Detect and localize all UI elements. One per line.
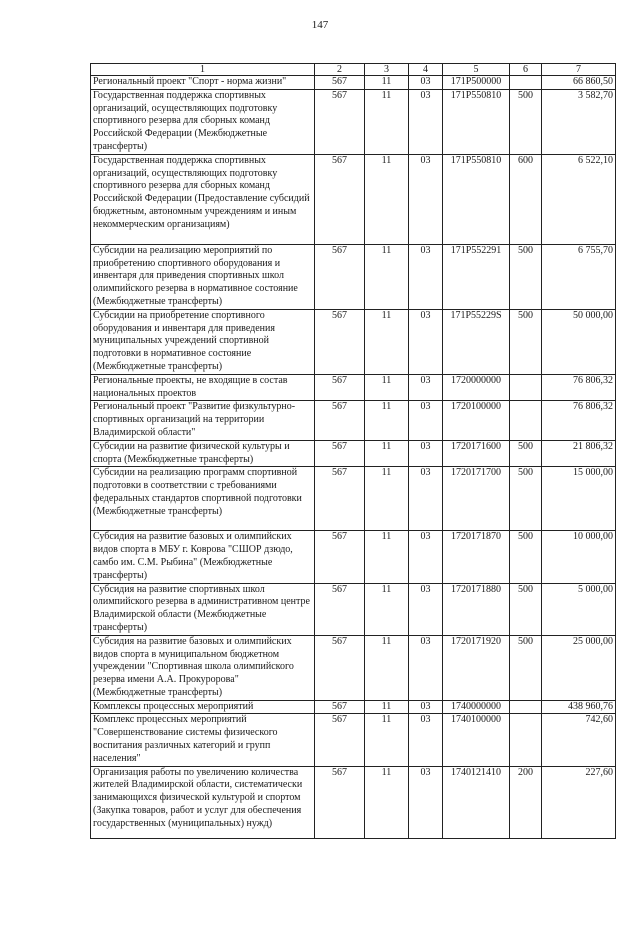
table-row [91, 700, 616, 714]
table-row [91, 374, 616, 401]
table-row [91, 766, 616, 838]
row-name: Государственная поддержка спортивных организаций, осуществляющих подготовку спортивного резерва для сборных команд Российской Федерации (Межбюджетные трансферты) [91, 89, 315, 154]
target-code: 1720171880 [443, 583, 510, 635]
subsection-code: 03 [409, 700, 443, 714]
section-code: 11 [365, 440, 409, 467]
table-row [91, 309, 616, 374]
row-name: Субсидия на развитие спортивных школ олимпийского резерва в административном центре Владимирской области (Межбюджетные трансферты) [91, 583, 315, 635]
header-row [91, 64, 616, 76]
ministry-code: 567 [315, 766, 365, 838]
target-code: 171P500000 [443, 76, 510, 90]
ministry-code: 567 [315, 244, 365, 309]
ministry-code: 567 [315, 635, 365, 700]
page-number: 147 [311, 19, 329, 31]
target-code: 171P55229S [443, 309, 510, 374]
ministry-code: 567 [315, 401, 365, 440]
target-code: 1720171600 [443, 440, 510, 467]
column-header: 2 [315, 64, 365, 76]
ministry-code: 567 [315, 374, 365, 401]
row-name: Субсидии на реализацию программ спортивной подготовки в соответствии с требованиями федеральных стандартов спортивной подготовки (Межбюджетные трансферты) [91, 467, 315, 531]
amount: 227,60 [542, 766, 616, 838]
subsection-code: 03 [409, 374, 443, 401]
amount: 15 000,00 [542, 467, 616, 531]
subsection-code: 03 [409, 154, 443, 244]
table-row [91, 635, 616, 700]
subsection-code: 03 [409, 309, 443, 374]
ministry-code: 567 [315, 700, 365, 714]
table-row [91, 154, 616, 244]
table-row [91, 244, 616, 309]
section-code: 11 [365, 244, 409, 309]
column-header: 1 [91, 64, 315, 76]
row-name: Региональный проект "Спорт - норма жизни" [91, 76, 315, 90]
row-name: Субсидии на приобретение спортивного оборудования и инвентаря для приведения муниципальных учреждений спортивной подготовки в нормативное состояние (Межбюджетные трансферты) [91, 309, 315, 374]
row-name: Комплексы процессных мероприятий [91, 700, 315, 714]
table-row [91, 401, 616, 440]
subsection-code: 03 [409, 440, 443, 467]
subsection-code: 03 [409, 531, 443, 583]
expense-type: 500 [510, 583, 542, 635]
target-code: 1720000000 [443, 374, 510, 401]
row-name: Региональный проект "Развитие физкультурно-спортивных организаций на территории Владимирской области" [91, 401, 315, 440]
amount: 742,60 [542, 714, 616, 766]
expense-type [510, 700, 542, 714]
subsection-code: 03 [409, 583, 443, 635]
target-code: 171P550810 [443, 89, 510, 154]
table-row [91, 89, 616, 154]
row-name: Комплекс процессных мероприятий "Совершенствование системы физического воспитания различных категорий и групп населения" [91, 714, 315, 766]
ministry-code: 567 [315, 76, 365, 90]
ministry-code: 567 [315, 89, 365, 154]
section-code: 11 [365, 309, 409, 374]
ministry-code: 567 [315, 467, 365, 531]
table-row [91, 76, 616, 90]
expense-type [510, 714, 542, 766]
table-row [91, 531, 616, 583]
column-header: 3 [365, 64, 409, 76]
subsection-code: 03 [409, 244, 443, 309]
row-name: Субсидии на реализацию мероприятий по приобретению спортивного оборудования и инвентаря для приведения спортивных школ олимпийского резерва в нормативное состояние (Межбюджетные трансферты) [91, 244, 315, 309]
expense-type: 500 [510, 244, 542, 309]
section-code: 11 [365, 635, 409, 700]
expense-type: 500 [510, 467, 542, 531]
amount: 438 960,76 [542, 700, 616, 714]
ministry-code: 567 [315, 309, 365, 374]
amount: 76 806,32 [542, 401, 616, 440]
expense-type: 500 [510, 89, 542, 154]
target-code: 1740121410 [443, 766, 510, 838]
section-code: 11 [365, 700, 409, 714]
subsection-code: 03 [409, 467, 443, 531]
expense-type [510, 76, 542, 90]
amount: 6 755,70 [542, 244, 616, 309]
section-code: 11 [365, 76, 409, 90]
amount: 6 522,10 [542, 154, 616, 244]
table-row [91, 440, 616, 467]
row-name: Региональные проекты, не входящие в состав национальных проектов [91, 374, 315, 401]
table-row [91, 714, 616, 766]
amount: 76 806,32 [542, 374, 616, 401]
section-code: 11 [365, 374, 409, 401]
column-header: 6 [510, 64, 542, 76]
target-code: 171P552291 [443, 244, 510, 309]
row-name: Организация работы по увеличению количества жителей Владимирской области, систематически занимающихся физической культурой и спортом (Закупка товаров, работ и услуг для обеспечения государственных (муниципальных) нужд) [91, 766, 315, 838]
section-code: 11 [365, 531, 409, 583]
target-code: 171P550810 [443, 154, 510, 244]
expense-type [510, 401, 542, 440]
target-code: 1720171920 [443, 635, 510, 700]
ministry-code: 567 [315, 531, 365, 583]
column-header: 5 [443, 64, 510, 76]
section-code: 11 [365, 154, 409, 244]
column-header: 4 [409, 64, 443, 76]
subsection-code: 03 [409, 766, 443, 838]
section-code: 11 [365, 766, 409, 838]
expense-type: 200 [510, 766, 542, 838]
expense-type: 500 [510, 309, 542, 374]
row-name: Субсидия на развитие базовых и олимпийских видов спорта в МБУ г. Коврова "СШОР дзюдо, самбо им. С.М. Рыбина" (Межбюджетные трансферты) [91, 531, 315, 583]
expense-type: 500 [510, 531, 542, 583]
expense-type: 500 [510, 635, 542, 700]
section-code: 11 [365, 467, 409, 531]
ministry-code: 567 [315, 154, 365, 244]
target-code: 1720171870 [443, 531, 510, 583]
column-header: 7 [542, 64, 616, 76]
row-name: Субсидии на развитие физической культуры и спорта (Межбюджетные трансферты) [91, 440, 315, 467]
target-code: 1740000000 [443, 700, 510, 714]
amount: 66 860,50 [542, 76, 616, 90]
section-code: 11 [365, 714, 409, 766]
target-code: 1720100000 [443, 401, 510, 440]
section-code: 11 [365, 401, 409, 440]
subsection-code: 03 [409, 401, 443, 440]
section-code: 11 [365, 89, 409, 154]
ministry-code: 567 [315, 583, 365, 635]
ministry-code: 567 [315, 714, 365, 766]
row-name: Государственная поддержка спортивных организаций, осуществляющих подготовку спортивного резерва для сборных команд Российской Федерации (Предоставление субсидий бюджетным, автономным учреждениям и иным некоммерческим организациям) [91, 154, 315, 244]
subsection-code: 03 [409, 635, 443, 700]
amount: 21 806,32 [542, 440, 616, 467]
expense-type: 600 [510, 154, 542, 244]
subsection-code: 03 [409, 76, 443, 90]
ministry-code: 567 [315, 440, 365, 467]
subsection-code: 03 [409, 89, 443, 154]
subsection-code: 03 [409, 714, 443, 766]
target-code: 1720171700 [443, 467, 510, 531]
amount: 3 582,70 [542, 89, 616, 154]
amount: 50 000,00 [542, 309, 616, 374]
amount: 10 000,00 [542, 531, 616, 583]
amount: 5 000,00 [542, 583, 616, 635]
section-code: 11 [365, 583, 409, 635]
expense-type [510, 374, 542, 401]
expense-type: 500 [510, 440, 542, 467]
target-code: 1740100000 [443, 714, 510, 766]
budget-table [90, 63, 616, 839]
table-row [91, 583, 616, 635]
amount: 25 000,00 [542, 635, 616, 700]
table-row [91, 467, 616, 531]
row-name: Субсидия на развитие базовых и олимпийских видов спорта в муниципальном бюджетном учреждении "Спортивная школа олимпийского резерва имени А.А. Прокуророва" (Межбюджетные трансферты) [91, 635, 315, 700]
